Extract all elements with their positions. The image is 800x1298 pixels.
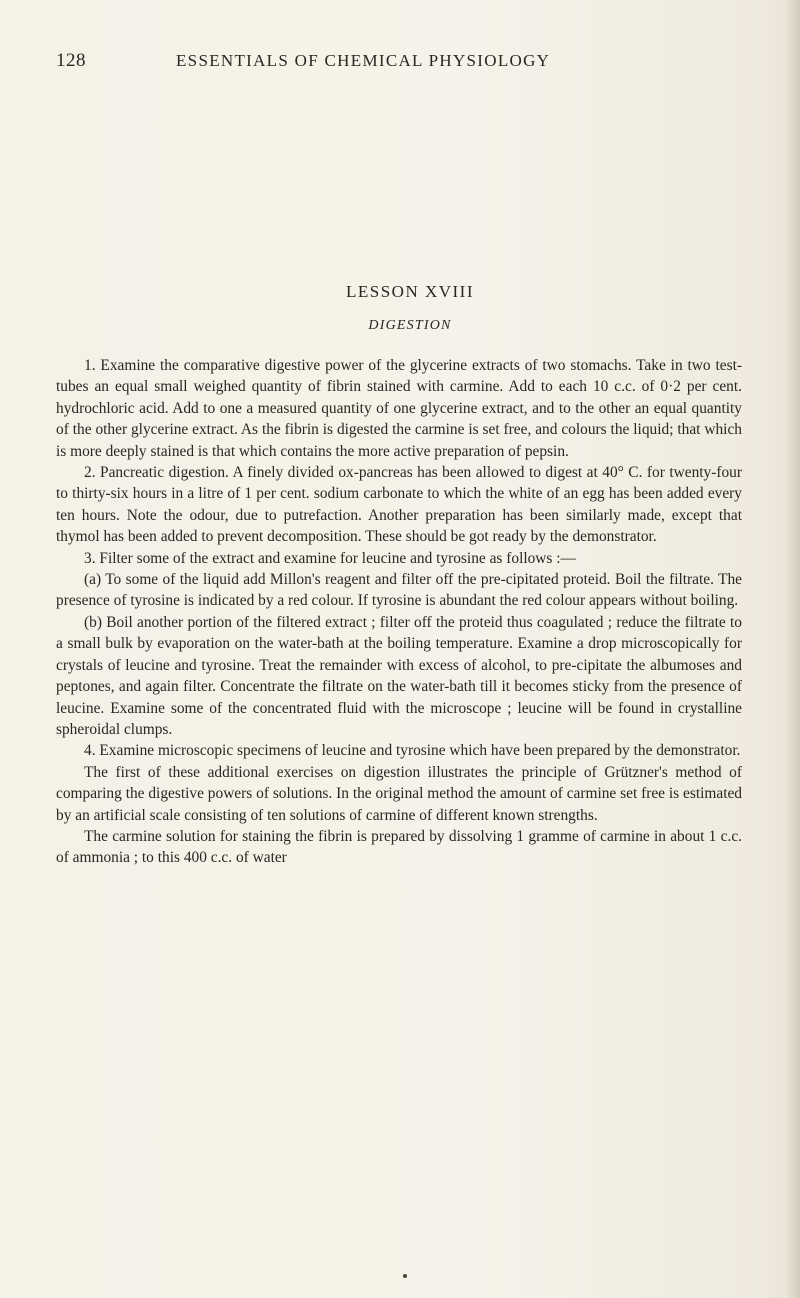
printer-mark [403, 1274, 407, 1278]
paragraph-3: 3. Filter some of the extract and examine for leucine and tyrosine as follows :— [84, 549, 576, 567]
lesson-title: LESSON XVIII [345, 282, 475, 301]
paragraph-1: 1. Examine the comparative digestive power of the glycerine extracts of two stomachs. Take in two test-tubes an equal small weighed quantity of fibrin stained with carmine. Add to each 10 c.c. of 0·2 per cent. hydrochloric acid. Add to one a measured quantity of one glycerine extract, and to the other an equal quantity of the other glycerine extract. As the fibrin is digested the carmine is set free, and colours the liquid; that which is more deeply stained is that which contains the more active preparation of pepsin. [56, 357, 742, 460]
page-edge-shadow [786, 0, 800, 1298]
paragraph-4: 4. Examine microscopic specimens of leucine and tyrosine which have been prepared by the demonstrator. [84, 742, 741, 760]
page-number: 128 [56, 50, 86, 71]
paragraph-2: 2. Pancreatic digestion. A finely divided ox-pancreas has been allowed to digest at 40° C. for twenty-four to thirty-six hours in a litre of 1 per cent. sodium carbonate to which the white of an egg has been added every ten hours. Note the odour, due to putrefaction. Another preparation has been similarly made, except that thymol has been added to prevent decomposition. These should be got ready by the demonstrator. [56, 464, 742, 546]
paragraph-3b: (b) Boil another portion of the filtered extract ; filter off the proteid thus coagulated ; reduce the filtrate to a small bulk by evaporation on the water-bath at the boiling temperature. Examine a drop microscopically for crystals of leucine and tyrosine. Treat the remainder with excess of alcohol, to pre-cipitate the albumoses and peptones, and again filter. Concentrate the filtrate on the water-bath till it becomes sticky from the presence of leucine. Examine some of the concentrated fluid with the microscope ; leucine will be found in crystalline spheroidal clumps. [56, 613, 742, 738]
running-title: ESSENTIALS OF CHEMICAL PHYSIOLOGY [176, 51, 551, 70]
body-text [56, 355, 742, 869]
paragraph-carmine: The carmine solution for staining the fibrin is prepared by dissolving 1 gramme of carmine in about 1 c.c. of ammonia ; to this 400 c.c. of water [56, 827, 742, 867]
lesson-subtitle: DIGESTION [368, 318, 452, 333]
running-head [56, 50, 740, 78]
paragraph-grutzner: The first of these additional exercises on digestion illustrates the principle of Grützner's method of comparing the digestive powers of solutions. In the original method the amount of carmine set free is estimated by an artificial scale consisting of ten solutions of carmine of different known strengths. [56, 763, 742, 824]
paragraph-3a: (a) To some of the liquid add Millon's reagent and filter off the pre-cipitated proteid. Boil the filtrate. The presence of tyrosine is indicated by a red colour. If tyrosine is abundant the red colour appears without boiling. [56, 571, 742, 610]
